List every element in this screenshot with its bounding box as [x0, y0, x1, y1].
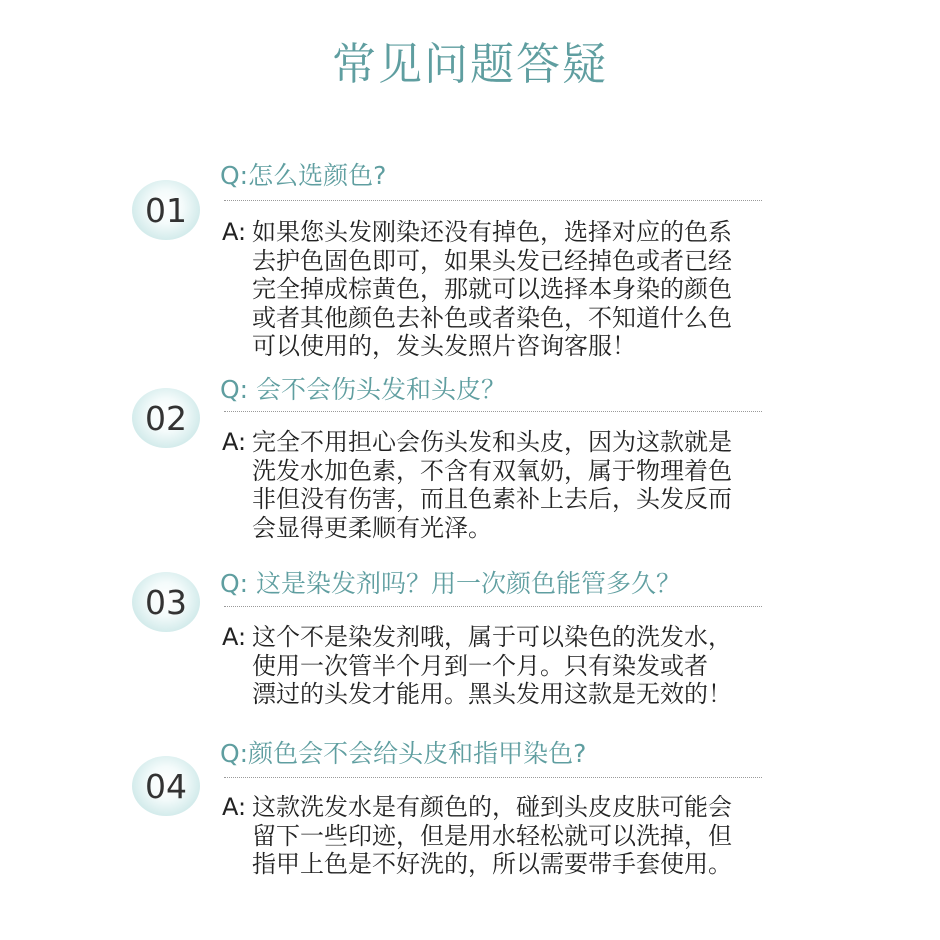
- answer-line: 使用一次管半个月到一个月。只有染发或者: [252, 651, 708, 680]
- answer-line: 这个不是染发剂哦，属于可以染色的洗发水，: [252, 623, 732, 651]
- answer-line: 留下一些印迹，但是用水轻松就可以洗掉，但: [252, 821, 732, 850]
- faq-question: Q: 这是染发剂吗？用一次颜色能管多久？: [220, 569, 682, 598]
- faq-question: Q:怎么选颜色?: [220, 161, 387, 190]
- answer-line: 如果您头发刚染还没有掉色，选择对应的色系: [252, 218, 732, 246]
- answer-line: 漂过的头发才能用。黑头发用这款是无效的！: [252, 680, 732, 708]
- page-title: 常见问题答疑: [332, 39, 608, 90]
- answer-line: 完全掉成棕黄色，那就可以选择本身染的颜色: [252, 275, 732, 303]
- answer-line: 去护色固色即可，如果头发已经掉色或者已经: [252, 246, 732, 275]
- answer-label: A:: [222, 218, 247, 246]
- faq-number-badge: 03: [132, 572, 200, 632]
- faq-number-badge: 01: [132, 180, 200, 240]
- faq-question: Q: 会不会伤头发和头皮？: [220, 375, 507, 404]
- answer-label: A:: [222, 428, 247, 456]
- answer-line: 指甲上色是不好洗的，所以需要带手套使用。: [252, 850, 732, 878]
- faq-question: Q:颜色会不会给头皮和指甲染色?: [220, 739, 587, 768]
- answer-line: 会显得更柔顺有光泽。: [252, 513, 492, 542]
- dotted-divider: [224, 606, 762, 607]
- faq-number-badge: 04: [132, 756, 200, 816]
- dotted-divider: [224, 411, 762, 412]
- answer-line: 非但没有伤害，而且色素补上去后，头发反而: [252, 485, 732, 513]
- answer-label: A:: [222, 793, 247, 821]
- answer-line: 洗发水加色素，不含有双氧奶，属于物理着色: [252, 456, 732, 485]
- answer-label: A:: [222, 623, 247, 651]
- answer-line: 或者其他颜色去补色或者染色，不知道什么色: [252, 303, 732, 332]
- answer-line: 这款洗发水是有颜色的，碰到头皮皮肤可能会: [252, 793, 732, 821]
- answer-line: 可以使用的，发头发照片咨询客服！: [252, 332, 636, 360]
- faq-number-badge: 02: [132, 388, 200, 448]
- answer-line: 完全不用担心会伤头发和头皮，因为这款就是: [252, 428, 732, 456]
- dotted-divider: [224, 200, 762, 201]
- dotted-divider: [224, 777, 762, 778]
